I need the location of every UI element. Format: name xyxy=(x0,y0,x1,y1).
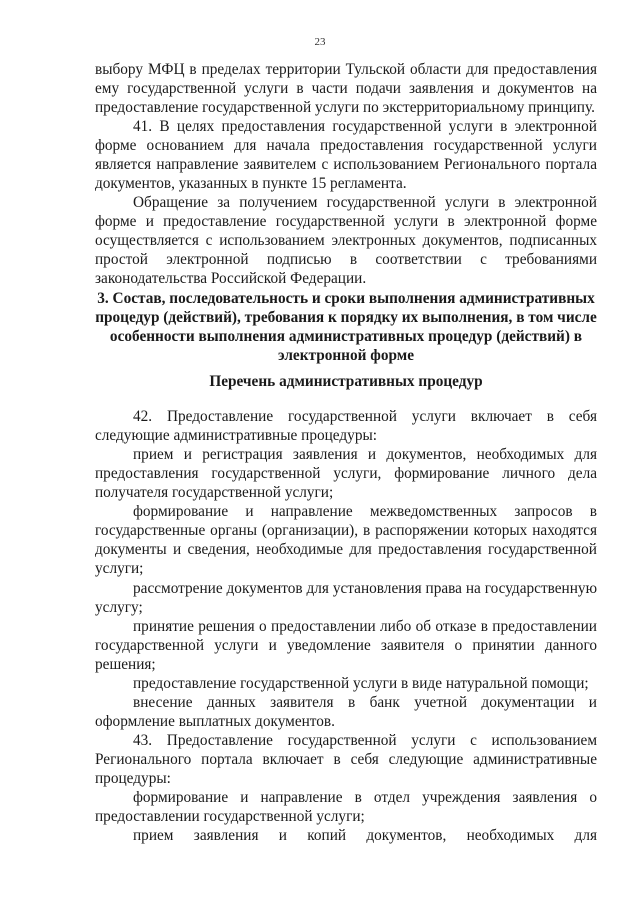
list-item-reception: прием и регистрация заявления и документов, необходимых для предоставления государственной услуги, формирование личного дела получателя государственной услуги; xyxy=(95,446,597,501)
page-number: 23 xyxy=(314,36,326,48)
paragraph-43: 43. Предоставление государственной услуги с использованием Регионального портала включает в себя следующие административные процедуры: xyxy=(95,732,597,787)
subsection-heading: Перечень административных процедур xyxy=(209,373,483,390)
paragraph-42: 42. Предоставление государственной услуги включает в себя следующие административные процедуры: xyxy=(95,408,597,444)
paragraph-electronic-request: Обращение за получением государственной услуги в электронной форме и предоставление государственной услуги в электронной форме осуществляется с использованием электронных документов, подписанных простой электронной подписью в соответствии с требованиями законодательства Российской Федерации. xyxy=(95,194,597,287)
list-item-application-reception: прием заявления и копий документов, необходимых для xyxy=(133,827,597,844)
section-heading: 3. Состав, последовательность и сроки выполнения административных процедур (действий), требования к порядку их выполнения, в том числе особенности выполнения административных процедур (действий) в электронной форме xyxy=(95,290,597,364)
list-item-review: рассмотрение документов для установления права на государственную услугу; xyxy=(95,580,597,616)
list-item-application-form: формирование и направление в отдел учреждения заявления о предоставлении государственной услуги; xyxy=(95,789,597,825)
paragraph-continuation: выбору МФЦ в пределах территории Тульской области для предоставления ему государственной услуги в части подачи заявления и документов на предоставление государственной услуги по экстерриториальному принципу. xyxy=(95,61,597,116)
list-item-data-entry: внесение данных заявителя в банк учетной документации и оформление выплатных документов. xyxy=(95,694,597,730)
list-item-interagency-requests: формирование и направление межведомственных запросов в государственные органы (организации), в распоряжении которых находятся документы и сведения, необходимые для предоставления государственной услуги; xyxy=(95,503,597,577)
list-item-decision: принятие решения о предоставлении либо об отказе в предоставлении государственной услуги и уведомление заявителя о принятии данного решения; xyxy=(95,618,597,673)
list-item-in-kind-aid: предоставление государственной услуги в виде натуральной помощи; xyxy=(133,675,589,692)
paragraph-41: 41. В целях предоставления государственной услуги в электронной форме основанием для начала предоставления государственной услуги является направление заявителем с использованием Регионального портала документов, указанных в пункте 15 регламента. xyxy=(95,118,597,192)
